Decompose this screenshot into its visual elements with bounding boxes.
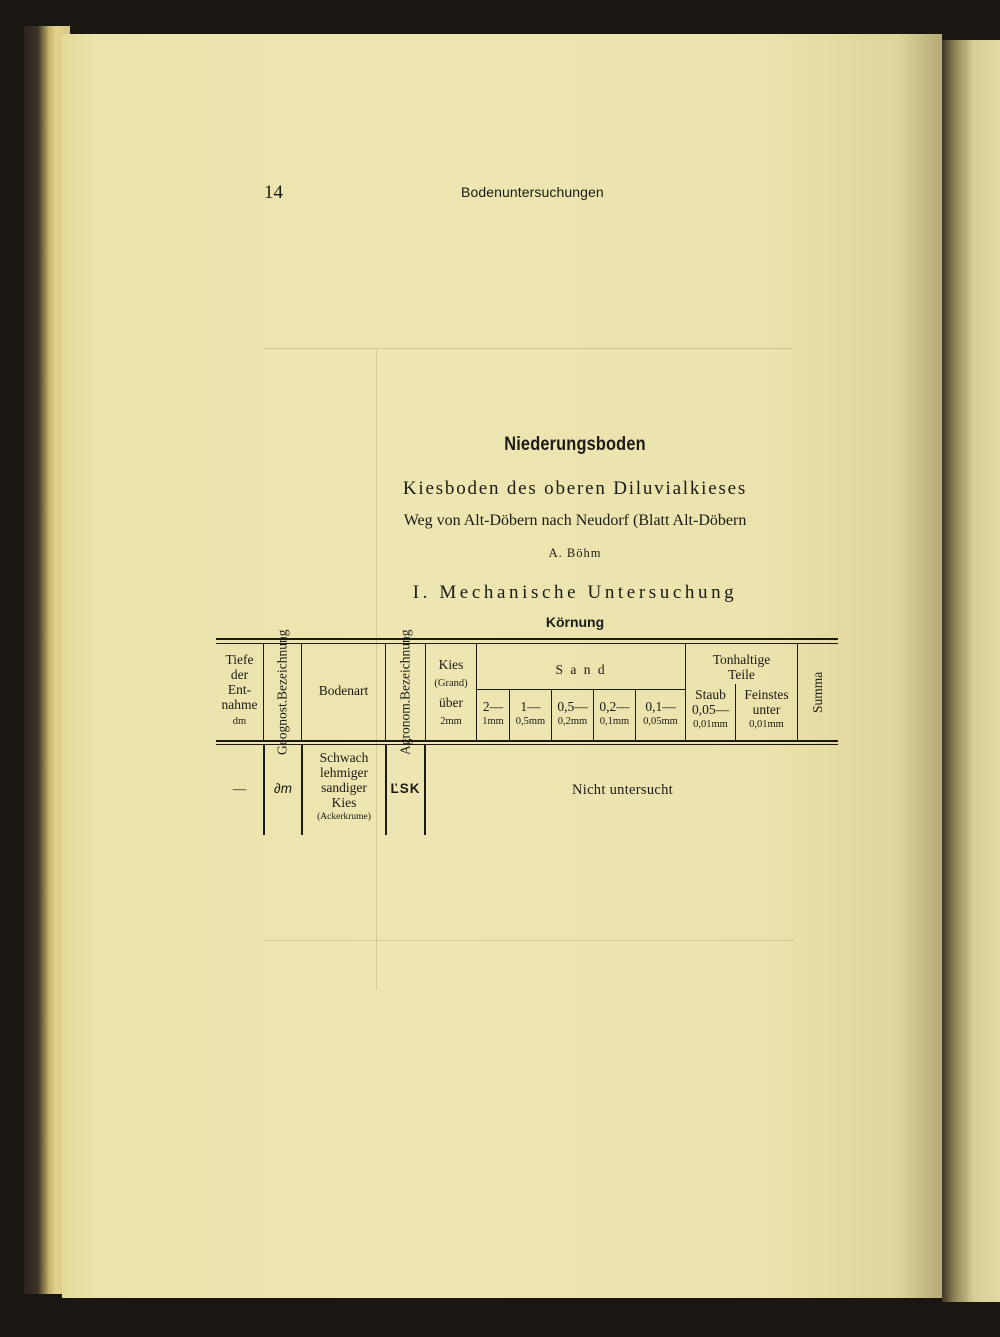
page-number: 14 bbox=[264, 182, 283, 203]
sand-subheader-rule bbox=[476, 689, 685, 690]
header-tonhaltige: Tonhaltige Teile bbox=[712, 652, 771, 682]
header-kies: Kies (Grand) über 2mm bbox=[434, 657, 468, 727]
header-sand-1-05: 1— 0,5mm bbox=[515, 699, 546, 727]
header-sand-01-005: 0,1— 0,05mm bbox=[643, 699, 678, 727]
document-subtitle: Kiesboden des oberen Diluvialkieses bbox=[402, 478, 748, 499]
book-page-right-edge bbox=[942, 40, 1000, 1302]
header-staub: Staub 0,05— 0,01mm bbox=[691, 687, 730, 730]
cell-tiefe: — bbox=[232, 781, 247, 796]
header-bodenart: Bodenart bbox=[318, 683, 369, 698]
header-feinstes: Feinstes unter 0,01mm bbox=[744, 687, 789, 730]
document-title: Niederungsboden bbox=[504, 434, 646, 455]
table-caption: Körnung bbox=[545, 614, 605, 630]
header-geognost: Geognost. Bezeichnung bbox=[274, 629, 290, 755]
header-tiefe: Tiefe der Ent- nahme dm bbox=[221, 652, 258, 727]
cell-geognost: ∂m bbox=[274, 781, 292, 796]
header-sand-05-02: 0,5— 0,2mm bbox=[557, 699, 588, 727]
cell-bodenart: Schwach lehmiger sandiger Kies (Ackerkrume) bbox=[317, 750, 371, 822]
table-header-rule bbox=[216, 740, 838, 742]
header-sand-2-1: 2— 1mm bbox=[482, 699, 504, 727]
section-title: I. Mechanische Untersuchung bbox=[412, 582, 738, 603]
table-top-rule bbox=[216, 638, 838, 640]
cell-result: Nicht untersucht bbox=[571, 782, 674, 798]
cell-agronom: ĽSK bbox=[390, 781, 421, 796]
table-top-rule-thin bbox=[216, 643, 838, 644]
running-head: Bodenuntersuchungen bbox=[461, 184, 604, 200]
bleed-through-rule bbox=[264, 348, 792, 349]
header-agronom: Agronom. Bezeichnung bbox=[397, 629, 413, 755]
header-summa: Summa bbox=[810, 671, 825, 713]
sample-location: Weg von Alt-Döbern nach Neudorf (Blatt Alt-Döbern bbox=[403, 512, 747, 529]
table-header-rule-thin bbox=[216, 744, 838, 745]
col-divider bbox=[424, 745, 426, 835]
header-sand: S a n d bbox=[555, 662, 607, 677]
header-sand-02-01: 0,2— 0,1mm bbox=[599, 699, 630, 727]
author: A. Böhm bbox=[548, 546, 602, 560]
bleed-through-rule bbox=[264, 940, 794, 941]
bleed-through-text bbox=[380, 288, 386, 308]
